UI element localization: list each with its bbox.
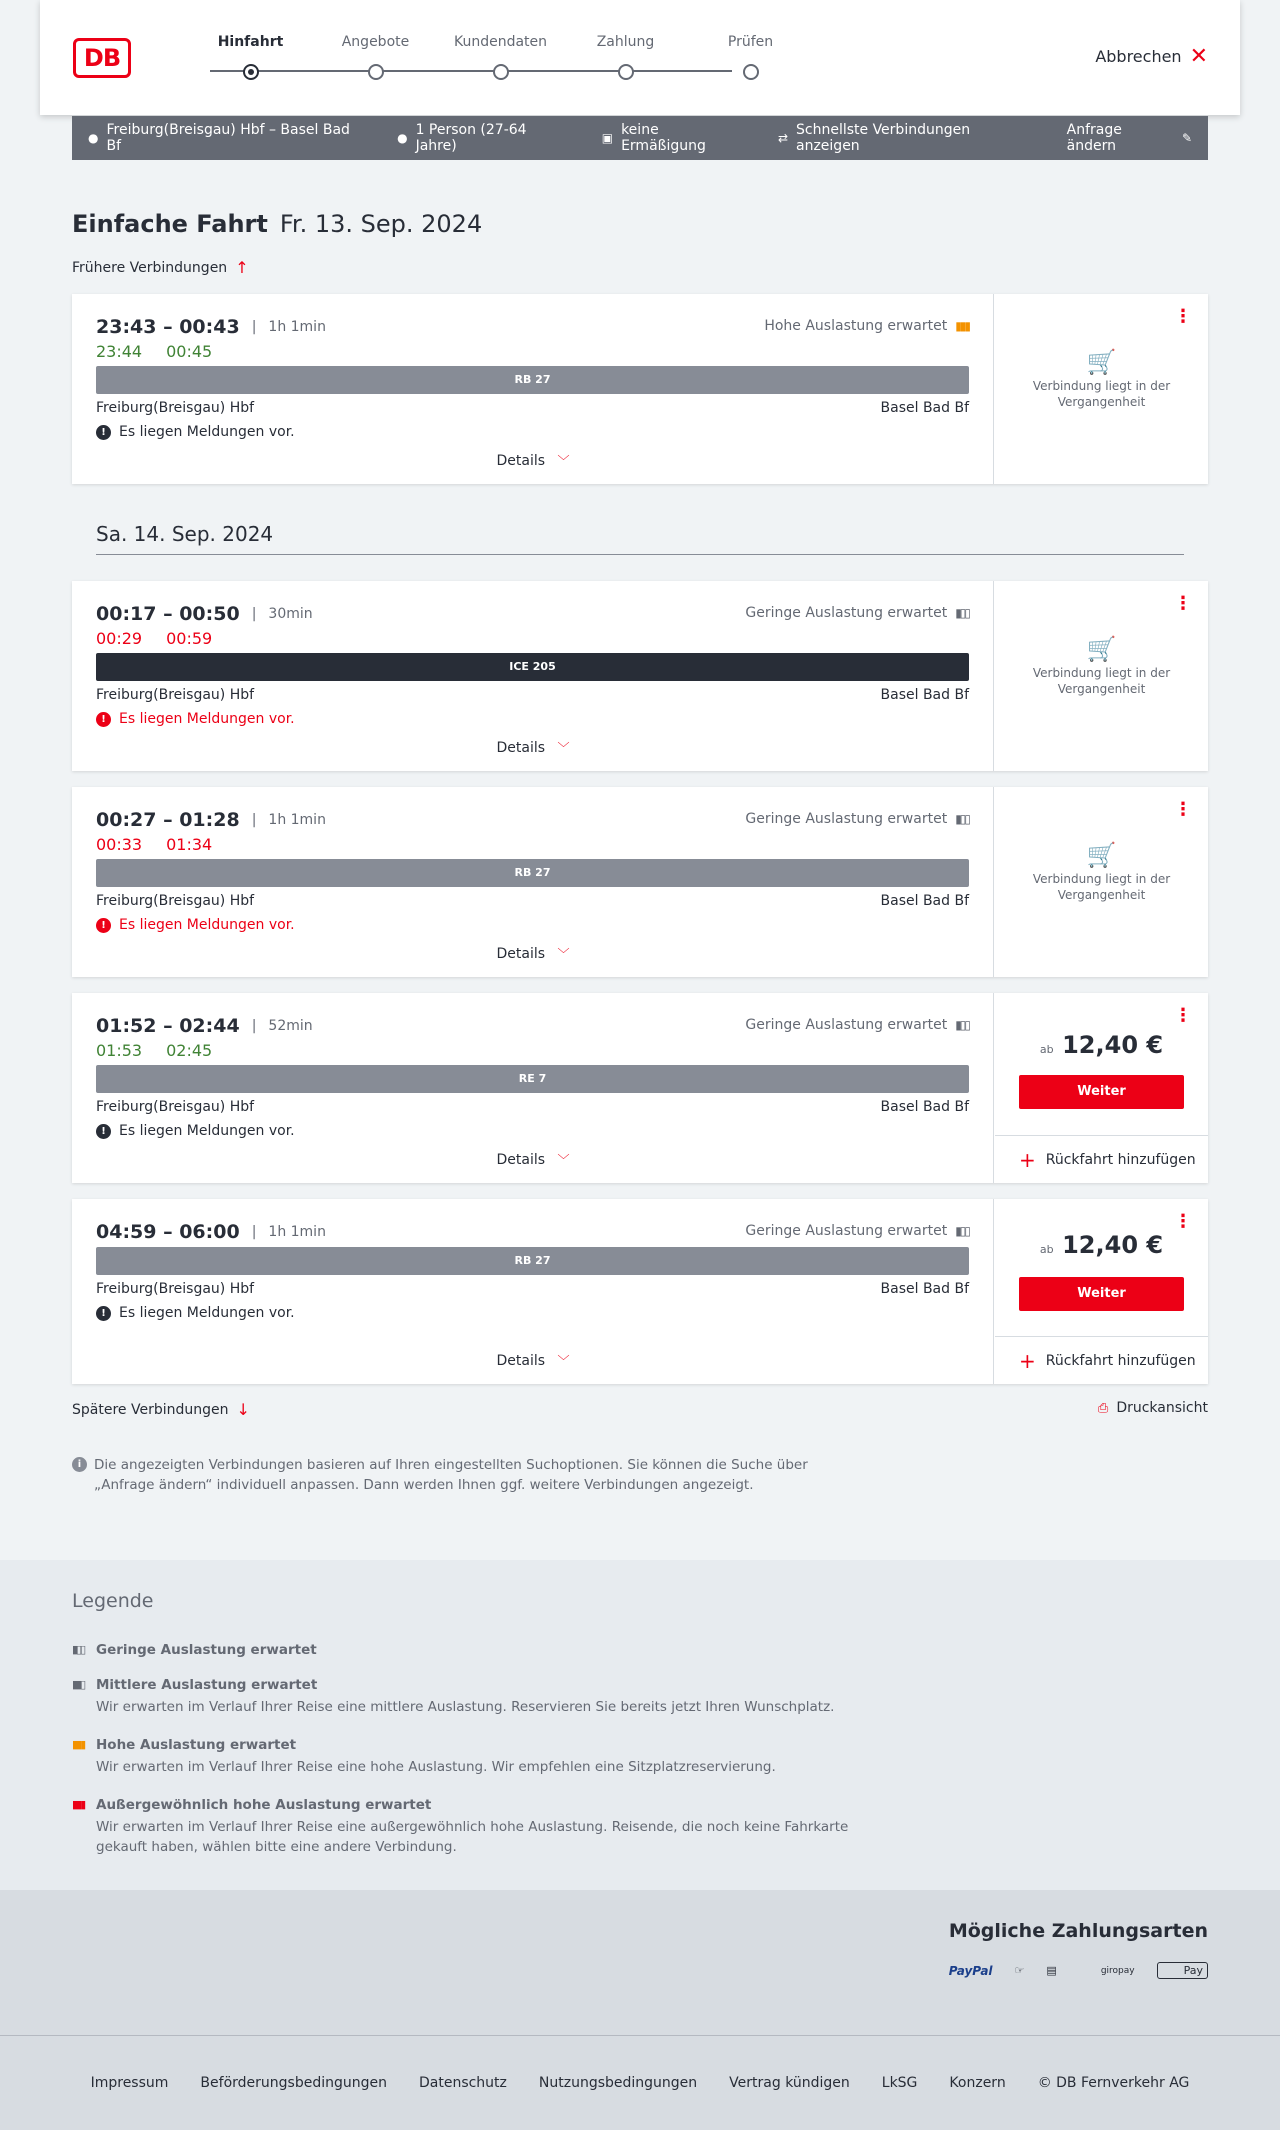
print-label: Druckansicht bbox=[1116, 1400, 1208, 1416]
connection-card[interactable] bbox=[72, 581, 1208, 771]
details-label: Details bbox=[496, 946, 546, 962]
cancel-button[interactable] bbox=[1095, 43, 1208, 69]
details-toggle[interactable] bbox=[72, 739, 994, 756]
step-hinfahrt[interactable] bbox=[188, 34, 313, 80]
low-load-icon: ▮▯▯ bbox=[72, 1643, 85, 1656]
legend-desc: Wir erwarten im Verlauf Ihrer Reise eine außergewöhnlich hohe Auslastung. Reisende, die noch keine Fahrkarte gekauft haben, wählen bitte eine andere Verbindung. bbox=[96, 1819, 849, 1855]
departure-station: Freiburg(Breisgau) Hbf bbox=[96, 1099, 255, 1115]
later-label: Spätere Verbindungen bbox=[72, 1401, 229, 1418]
legend-item-title bbox=[72, 1675, 872, 1695]
realtime-departure: 01:53 bbox=[96, 1041, 143, 1060]
duration: 1h 1min bbox=[268, 319, 326, 335]
legend-item-high bbox=[72, 1735, 872, 1777]
message-text: Es liegen Meldungen vor. bbox=[119, 917, 295, 933]
step-label: Kundendaten bbox=[453, 34, 548, 50]
add-return-button[interactable] bbox=[995, 1135, 1208, 1183]
swap-icon: ⇄ bbox=[777, 131, 788, 145]
footer-link-befoerderung[interactable]: Beförderungsbedingungen bbox=[200, 2075, 387, 2091]
add-return-label: Rückfahrt hinzufügen bbox=[1045, 1352, 1196, 1369]
realtime-times bbox=[96, 835, 236, 854]
low-load-icon: ▮▯▯ bbox=[955, 1018, 969, 1032]
change-request-button[interactable] bbox=[1067, 122, 1192, 154]
details-toggle[interactable] bbox=[72, 945, 994, 962]
details-label: Details bbox=[496, 740, 546, 756]
step-dot bbox=[618, 64, 634, 80]
high-load-icon: ▮▮▮ bbox=[955, 319, 969, 333]
cart-unavailable-icon: 🛒 bbox=[1086, 348, 1117, 376]
summary-discount bbox=[602, 122, 746, 154]
price bbox=[995, 1031, 1208, 1059]
schedule-times bbox=[96, 603, 313, 625]
legend-item-title bbox=[72, 1735, 872, 1755]
load-indicator bbox=[764, 318, 969, 334]
connection-main bbox=[72, 1199, 994, 1384]
summary-route-text: Freiburg(Breisgau) Hbf – Basel Bad Bf bbox=[106, 122, 350, 154]
payment-icons bbox=[927, 1962, 1208, 1979]
person-icon: ● bbox=[397, 131, 408, 145]
plus-icon: + bbox=[1019, 1147, 1036, 1172]
message-notice bbox=[96, 711, 295, 727]
legend-title-text: Geringe Auslastung erwartet bbox=[96, 1642, 317, 1658]
apple-pay-label: Pay bbox=[1183, 1964, 1203, 1977]
load-text: Geringe Auslastung erwartet bbox=[745, 1017, 948, 1033]
cart-unavailable-icon: 🛒 bbox=[1086, 635, 1117, 663]
info-note bbox=[72, 1455, 852, 1495]
past-text: Verbindung liegt in der Vergangenheit bbox=[1032, 872, 1171, 902]
price-value: 12,40 € bbox=[1062, 1031, 1164, 1059]
step-kundendaten bbox=[438, 34, 563, 80]
step-label: Prüfen bbox=[727, 34, 774, 50]
more-options-icon[interactable]: ⋮ bbox=[1174, 799, 1192, 820]
past-text: Verbindung liegt in der Vergangenheit bbox=[1032, 666, 1171, 696]
message-text: Es liegen Meldungen vor. bbox=[119, 424, 295, 440]
past-connection-notice bbox=[995, 348, 1208, 410]
duration: 30min bbox=[268, 606, 313, 622]
legend-desc: Wir erwarten im Verlauf Ihrer Reise eine hohe Auslastung. Wir empfehlen eine Sitzplatzreservierung. bbox=[96, 1759, 776, 1775]
giropay-label: giropay bbox=[1100, 1965, 1135, 1976]
legend-item-medium bbox=[72, 1675, 872, 1717]
past-connection-notice bbox=[995, 635, 1208, 697]
chevron-down-icon: ﹀ bbox=[557, 741, 570, 755]
info-text: Die angezeigten Verbindungen basieren auf Ihren eingestellten Suchoptionen. Sie können die Suche über „Anfrage ändern“ individuell anpassen. Dann werden Ihnen ggf. weitere Verbindungen angezeigt. bbox=[94, 1457, 808, 1493]
realtime-times bbox=[96, 342, 236, 361]
footer-link-nutzung[interactable]: Nutzungsbedingungen bbox=[538, 2075, 698, 2091]
scheduled-times: 00:17 – 00:50 bbox=[96, 603, 240, 625]
offer-panel bbox=[995, 787, 1208, 977]
chevron-down-icon: ﹀ bbox=[557, 1153, 570, 1167]
connection-main bbox=[72, 581, 994, 771]
message-notice bbox=[96, 917, 295, 933]
plus-icon: + bbox=[1019, 1348, 1036, 1373]
add-return-button[interactable] bbox=[995, 1336, 1208, 1384]
payment-methods bbox=[0, 1890, 1280, 2035]
scheduled-times: 00:27 – 01:28 bbox=[96, 809, 240, 831]
offer-panel bbox=[995, 1199, 1208, 1384]
legend-item-title bbox=[72, 1640, 872, 1660]
legend-title-text: Mittlere Auslastung erwartet bbox=[96, 1677, 318, 1693]
step-label: Hinfahrt bbox=[217, 34, 284, 50]
legend-item-extreme bbox=[72, 1795, 872, 1857]
connection-card[interactable] bbox=[72, 294, 1208, 484]
db-logo[interactable]: DB bbox=[73, 38, 131, 78]
offer-panel bbox=[995, 581, 1208, 771]
message-notice bbox=[96, 424, 295, 440]
footer-copyright: © DB Fernverkehr AG bbox=[1037, 2075, 1190, 2091]
price bbox=[995, 1231, 1208, 1259]
sepa-icon: ▤ bbox=[1046, 1964, 1057, 1977]
arrival-station: Basel Bad Bf bbox=[880, 687, 969, 703]
price-prefix: ab bbox=[1039, 1243, 1054, 1256]
legend-item-low bbox=[72, 1640, 872, 1660]
more-options-icon[interactable]: ⋮ bbox=[1174, 593, 1192, 614]
connection-main bbox=[72, 993, 994, 1183]
step-zahlung bbox=[563, 34, 688, 80]
trip-type: Einfache Fahrt bbox=[72, 210, 268, 238]
step-angebote bbox=[313, 34, 438, 80]
extreme-load-icon: ▮▮▮ bbox=[72, 1798, 85, 1811]
schedule-times bbox=[96, 1015, 313, 1037]
duration: 1h 1min bbox=[268, 1224, 326, 1240]
chevron-down-icon: ﹀ bbox=[557, 947, 570, 961]
details-label: Details bbox=[496, 1353, 546, 1369]
print-view-link[interactable] bbox=[1098, 1400, 1208, 1416]
low-load-icon: ▮▯▯ bbox=[955, 606, 969, 620]
add-return-label: Rückfahrt hinzufügen bbox=[1045, 1151, 1196, 1168]
close-icon: ✕ bbox=[1189, 43, 1208, 69]
location-pin-icon: ● bbox=[88, 131, 99, 145]
departure-station: Freiburg(Breisgau) Hbf bbox=[96, 687, 255, 703]
arrow-up-icon: ↑ bbox=[235, 258, 249, 277]
train-bar[interactable]: RB 27 bbox=[96, 366, 969, 394]
realtime-arrival: 02:45 bbox=[166, 1041, 213, 1060]
details-label: Details bbox=[496, 1152, 546, 1168]
price-value: 12,40 € bbox=[1062, 1231, 1164, 1259]
cancel-label: Abbrechen bbox=[1095, 47, 1182, 66]
connection-main bbox=[72, 787, 994, 977]
departure-station: Freiburg(Breisgau) Hbf bbox=[96, 1281, 255, 1297]
legend bbox=[0, 1560, 1280, 1890]
giropay-icon bbox=[1079, 1966, 1135, 1976]
load-text: Hohe Auslastung erwartet bbox=[764, 318, 948, 334]
departure-station: Freiburg(Breisgau) Hbf bbox=[96, 893, 255, 909]
paypal-icon: PayPal bbox=[948, 1963, 993, 1978]
later-connections-link[interactable] bbox=[72, 1400, 250, 1419]
scheduled-times: 01:52 – 02:44 bbox=[96, 1015, 240, 1037]
train-bar[interactable]: RE 7 bbox=[96, 1065, 969, 1093]
legend-title-text: Hohe Auslastung erwartet bbox=[96, 1737, 297, 1753]
step-dot bbox=[493, 64, 509, 80]
divider: | bbox=[251, 319, 257, 335]
train-bar[interactable]: RB 27 bbox=[96, 1247, 969, 1275]
alert-icon: ! bbox=[96, 712, 111, 727]
step-dot bbox=[743, 64, 759, 80]
page-title bbox=[72, 210, 482, 238]
offer-panel bbox=[995, 294, 1208, 484]
load-indicator bbox=[745, 811, 969, 827]
more-options-icon[interactable]: ⋮ bbox=[1174, 1211, 1192, 1232]
message-notice bbox=[96, 1123, 295, 1139]
bahncard-icon: ▣ bbox=[601, 131, 614, 145]
realtime-arrival: 00:59 bbox=[166, 629, 213, 648]
legend-title-text: Außergewöhnlich hohe Auslastung erwartet bbox=[96, 1797, 432, 1813]
footer bbox=[0, 2035, 1280, 2130]
departure-station: Freiburg(Breisgau) Hbf bbox=[96, 400, 255, 416]
alert-icon: ! bbox=[96, 425, 111, 440]
step-label: Angebote bbox=[341, 34, 410, 50]
schedule-times bbox=[96, 1221, 326, 1243]
medium-load-icon: ▮▮▯ bbox=[72, 1678, 85, 1691]
details-toggle[interactable] bbox=[72, 1151, 994, 1168]
load-text: Geringe Auslastung erwartet bbox=[745, 811, 948, 827]
train-bar[interactable]: RB 27 bbox=[96, 859, 969, 887]
arrow-down-icon: ↓ bbox=[236, 1400, 250, 1419]
offer-panel bbox=[995, 993, 1208, 1183]
more-options-icon[interactable]: ⋮ bbox=[1174, 306, 1192, 327]
arrival-station: Basel Bad Bf bbox=[880, 1281, 969, 1297]
payment-title: Mögliche Zahlungsarten bbox=[948, 1920, 1208, 1942]
cart-unavailable-icon: 🛒 bbox=[1086, 841, 1117, 869]
divider: | bbox=[251, 812, 257, 828]
connection-card[interactable] bbox=[72, 993, 1208, 1183]
load-text: Geringe Auslastung erwartet bbox=[745, 1223, 948, 1239]
progress-steps bbox=[190, 34, 774, 84]
price-prefix: ab bbox=[1039, 1043, 1054, 1056]
apple-pay-icon bbox=[1157, 1962, 1208, 1979]
divider: | bbox=[251, 1018, 257, 1034]
schedule-times bbox=[96, 316, 326, 338]
summary-discount-text: keine Ermäßigung bbox=[621, 122, 706, 154]
realtime-arrival: 01:34 bbox=[166, 835, 213, 854]
divider: | bbox=[251, 606, 257, 622]
summary-mode bbox=[778, 122, 1035, 154]
details-toggle[interactable] bbox=[72, 452, 994, 469]
low-load-icon: ▮▯▯ bbox=[955, 1224, 969, 1238]
trip-date: Fr. 13. Sep. 2024 bbox=[279, 210, 483, 238]
details-label: Details bbox=[496, 453, 546, 469]
footer-link-kuendigen[interactable]: Vertrag kündigen bbox=[729, 2075, 850, 2091]
search-summary-bar bbox=[72, 116, 1208, 160]
connection-card[interactable] bbox=[72, 1199, 1208, 1384]
continue-button[interactable]: Weiter bbox=[1019, 1075, 1184, 1109]
past-connection-notice bbox=[995, 841, 1208, 903]
summary-travelers-text: 1 Person (27-64 Jahre) bbox=[415, 122, 527, 154]
arrival-station: Basel Bad Bf bbox=[880, 893, 969, 909]
legend-item-title bbox=[72, 1795, 872, 1815]
alert-icon: ! bbox=[96, 1124, 111, 1139]
load-indicator bbox=[745, 1223, 969, 1239]
connection-card[interactable] bbox=[72, 787, 1208, 977]
load-indicator bbox=[745, 605, 969, 621]
pencil-icon: ✎ bbox=[1181, 131, 1192, 145]
details-toggle[interactable] bbox=[72, 1352, 994, 1369]
schedule-times bbox=[96, 809, 326, 831]
alert-icon: ! bbox=[96, 1306, 111, 1321]
more-options-icon[interactable]: ⋮ bbox=[1174, 1005, 1192, 1026]
realtime-departure: 00:33 bbox=[96, 835, 143, 854]
high-load-icon: ▮▮▮ bbox=[72, 1738, 85, 1751]
low-load-icon: ▮▯▯ bbox=[955, 812, 969, 826]
divider: | bbox=[251, 1224, 257, 1240]
footer-link-datenschutz[interactable]: Datenschutz bbox=[418, 2075, 507, 2091]
legend-title: Legende bbox=[72, 1590, 154, 1612]
train-bar[interactable]: ICE 205 bbox=[96, 653, 969, 681]
scheduled-times: 23:43 – 00:43 bbox=[96, 316, 240, 338]
realtime-arrival: 00:45 bbox=[166, 342, 213, 361]
step-dot bbox=[243, 64, 259, 80]
past-text: Verbindung liegt in der Vergangenheit bbox=[1032, 379, 1171, 409]
earlier-connections-link[interactable] bbox=[72, 258, 249, 277]
load-indicator bbox=[745, 1017, 969, 1033]
scheduled-times: 04:59 – 06:00 bbox=[96, 1221, 240, 1243]
continue-button[interactable]: Weiter bbox=[1019, 1277, 1184, 1311]
footer-link-impressum[interactable]: Impressum bbox=[90, 2075, 169, 2091]
chevron-down-icon: ﹀ bbox=[557, 454, 570, 468]
summary-mode-text: Schnellste Verbindungen anzeigen bbox=[796, 122, 971, 154]
message-text: Es liegen Meldungen vor. bbox=[119, 711, 295, 727]
message-notice bbox=[96, 1305, 295, 1321]
realtime-departure: 00:29 bbox=[96, 629, 143, 648]
realtime-times bbox=[96, 629, 236, 648]
printer-icon: ⎙ bbox=[1097, 1400, 1109, 1416]
summary-travelers bbox=[397, 122, 570, 154]
step-pruefen bbox=[688, 34, 813, 80]
load-text: Geringe Auslastung erwartet bbox=[745, 605, 948, 621]
legend-desc: Wir erwarten im Verlauf Ihrer Reise eine mittlere Auslastung. Reservieren Sie bereits jetzt Ihren Wunschplatz. bbox=[96, 1699, 835, 1715]
summary-route bbox=[88, 122, 365, 154]
message-text: Es liegen Meldungen vor. bbox=[119, 1123, 295, 1139]
footer-link-konzern[interactable]: Konzern bbox=[949, 2075, 1006, 2091]
arrival-station: Basel Bad Bf bbox=[880, 400, 969, 416]
day-separator: Sa. 14. Sep. 2024 bbox=[96, 522, 1184, 555]
credit-card-icon: ☞ bbox=[1014, 1964, 1025, 1977]
duration: 1h 1min bbox=[268, 812, 326, 828]
change-request-label: Anfrage ändern bbox=[1066, 122, 1122, 154]
duration: 52min bbox=[268, 1018, 313, 1034]
connection-main bbox=[72, 294, 994, 484]
step-dot bbox=[368, 64, 384, 80]
earlier-label: Frühere Verbindungen bbox=[72, 259, 228, 276]
info-icon: i bbox=[72, 1457, 87, 1472]
realtime-times bbox=[96, 1041, 236, 1060]
step-label: Zahlung bbox=[596, 34, 655, 50]
alert-icon: ! bbox=[96, 918, 111, 933]
footer-link-lksg[interactable]: LkSG bbox=[881, 2075, 918, 2091]
arrival-station: Basel Bad Bf bbox=[880, 1099, 969, 1115]
message-text: Es liegen Meldungen vor. bbox=[119, 1305, 295, 1321]
realtime-departure: 23:44 bbox=[96, 342, 143, 361]
header bbox=[40, 0, 1240, 115]
chevron-down-icon: ﹀ bbox=[557, 1354, 570, 1368]
